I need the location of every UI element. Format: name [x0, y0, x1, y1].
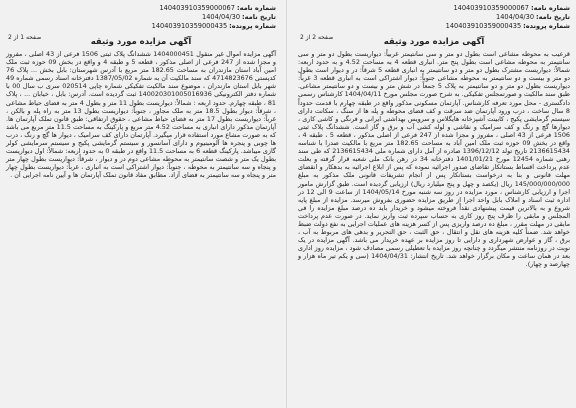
- file-number-row: [126, 22, 276, 31]
- letter-number-row: [420, 4, 570, 13]
- letter-number: 140403910359000067: [453, 4, 529, 12]
- letter-date: 1404/04/30: [202, 13, 241, 21]
- letter-date: 1404/04/30: [496, 13, 535, 21]
- letter-number-label: شماره نامه:: [530, 4, 570, 12]
- notice-page-one: [0, 0, 282, 408]
- notice-title: آگهی مزایده مورد وثیقه: [383, 37, 485, 47]
- notice-title: آگهی مزایده مورد وثیقه: [90, 37, 192, 47]
- notice-body: آگهی مزایده اموال غیر منقول 1404000451 ششدانگ پلاک ثبتی 1506 فرعی از 43 اصلی ، مفروز و مجزا شده از 247 فرعی از اصلی مذکور ، قطعه 5 و طبقه 4 و واقع در بخش 09 حوزه ثبت ملک امین آباد استان مازندران به مساحت 182.65 متر مربع با آدرس شهرستان: بابل بخش ... پلاک 76 کدپستی 4714823676 که سند مالکیت آن به شماره 1387/05/02 دفترخانه اسناد رسمی شماره 49 شهر بابل استان مازندران ، موضوع سند مالکیت تفکیکی شماره چاپی 020514 سری ب سال 00 با شماره دفتر الکترونیکی 140020301005016936 ثبت گردیده است. آدرس: بابل ، خیابان ... ، پلاک 81 ، طبقه چهارم. حدود اربعه : شمالاً: دیواریست بطول 11 متر و بطول 4 متر به فضای حیاط مشاعی ، شرقاً: دیوار بطول 18.5 متر به ملک مجاور ، جنوباً: دیواریست بطول 13 متر به راه پله و بالکن ، غرباً: دیواریست بطول 17 متر به فضای حیاط مشاعی ، حقوق ارتفاقی: طبق قانون تملک آپارتمان ها. آپارتمان مذکور دارای انباری به مساحت 4.52 متر مربع و پارکینگ به مساحت 11.5 متر مربع می باشد که به صورت مشاع مورد استفاده قرار میگیرد. آپارتمان دارای کف سرامیک ، دیوار ها گچ و رنگ ، درب ها چوبی و پنجره ها آلومینیوم و دارای آسانسور و سیستم گرمایشی پکیج و سیستم سرمایشی کولر گازی میباشد. پارکینگ قطعه 6 به مساحت 11.5 واقع در طبقه 0 به حدود اربعه: شمالاً: اول دیواریست بطول یک متر و شصت سانتیمتر به محوطه مشاعی دوم در و دیوار ، شرقاً: دیواریست بطول چهار متر و پنجاه و سه سانتیمتر به محوطه ، جنوباً: دیوار اشتراکی است به انباری ، غرباً: دیواریست بطول چهار متر و پنجاه و سه سانتیمتر به فضای آزاد. مطابق مفاد قانون تملک آپارتمان ها و آیین نامه اجرایی آن .: [6, 50, 277, 180]
- page-indicator: صفحه 2 از 2: [300, 34, 334, 41]
- letter-meta: [126, 4, 276, 31]
- file-number: 140403910359000435: [151, 22, 228, 30]
- letter-meta: [420, 4, 570, 31]
- letter-number-row: [126, 4, 276, 13]
- page-divider: [286, 0, 287, 408]
- file-number-label: شماره پرونده:: [523, 22, 570, 30]
- file-number-row: [420, 22, 570, 31]
- letter-date-row: [126, 13, 276, 22]
- letter-date-label: تاریخ نامه:: [536, 13, 570, 21]
- letter-number-label: شماره نامه:: [236, 4, 276, 12]
- letter-date-row: [420, 13, 570, 22]
- notice-page-two: [292, 0, 576, 408]
- letter-date-label: تاریخ نامه:: [242, 13, 276, 21]
- file-number-label: شماره پرونده:: [229, 22, 276, 30]
- file-number: 140403910359000435: [445, 22, 522, 30]
- letter-number: 140403910359000067: [159, 4, 235, 12]
- page-indicator: صفحه 1 از 2: [8, 34, 42, 41]
- notice-body: قرعیب به محوطه مشاعی است بطول دو متر و سی سانتیمتر غربیاً: دیواریست بطول دو متر و سی سانتیمتر به محوطه مشاعی است بطول پنج متر. انباری قطعه 4 به مساحت 4.52 و به حدود اربعه: شمالاً: دیواریست مشترک بطول دو متر و دو سانتیمتر به انباری قطعه 5 شرقاً: در و دیوار است بطول دو متر و بیست و دو سانتیمتر به محوطه مشاعی جنوباً: دیوار اشتراکی است به انباری قطعه 3 غرباً: دیواریست بطول دو متر و دو سانتیمتر به پلاک 5 جمعاً در شش متر و بیست و دو سانتیمتر مشاعی. طبق سند مالکیت و صورتمجلس تفکیکی. به شرح صورت مجلس مورخ 1404/04/11 کارشناس رسمی دادگستری - محل مورد تعرفه کارشناس. آپارتمان مسکونی مذکور واقع در طبقه چهارم با قدمت حدوداً 8 سال ساخت ، درب ورود آپارتمان ضد سرقت و کف فضای محوطه و پله ها از سنگ ، سکانت دارای سیستم گرمایشی پکیج ، کابینت آشپزخانه هایگلاس و سرویس بهداشتی ایرانی و فرنگی و کاشی کاری ، دیوارها گچ و رنگ و کف سرامیک و نقاشی و لوله کشی آب و برق و گاز است. ششدانگ پلاک ثبتی 1506 فرعی از 43 اصلی ، مفروز و مجزا شده از 247 فرعی از اصلی مذکور ، قطعه 5 ، طبقه 4 ، واقع در بخش 09 حوزه ثبت ملک امین آباد به مساحت 182.65 متر مربع با مالکیت صدرا با شناسه 2136615434 تاریخ تولد 1396/12/12 صادره از آمل دارای شماره ملی 2136615434 که طی سند رهنی شماره 12454 مورخ 1401/01/21 دفترخانه 34 در رهن بانک ملی شعبه قرار گرفته و بعلت عدم پرداخت اقساط بستانکار تقاضای صدور اجرائیه نموده که پس از ابلاغ اجرائیه به بدهکار و انقضای مهلت قانونی و بنا به درخواست بستانکار پس از انجام تشریفات قانونی ملک مذکور به مبلغ 145/000/000/000 ریال (یکصد و چهل و پنج میلیارد ریال) ارزیابی گردیده است. طبق گزارش مامور اجرا و ارزیابی کارشناس ، مورد مزایده در روز سه شنبه مورخ 1404/05/14 از ساعت 9 الی 12 در اداره ثبت اسناد و املاک بابل واحد اجرا از طریق مزایده حضوری بفروش میرسد. مزایده از مبلغ پایه شروع و به بالاترین قیمت پیشنهادی نقداً فروخته میشود و خریدار باید ده درصد مبلغ مزایده را فی المجلس و مابقی را ظرف پنج روز کاری به حساب سپرده ثبت واریز نماید. در صورت عدم پرداخت مابقی در مهلت مقرر ، مبلغ ده درصد واریزی پس از کسر هزینه های عملیات اجرایی به نفع دولت ضبط خواهد شد. ضمناً کلیه هزینه های نقل و انتقال ، حق الثبت ، حق التحریر و بدهی های مربوط به آب ، برق ، گاز و عوارض شهرداری و دارایی تا روز مزایده بر عهده خریدار می باشد. آگهی مزایده در یک نوبت در روزنامه منتشر میگردد و چنانچه روز مزایده با تعطیلی رسمی مصادف شود ، مزایده روز اداری بعد در همان ساعت و مکان برگزار خواهد شد. تاریخ انتشار: 1404/04/31 (سی و یکم تیر ماه هزار و چهارصد و چهار).: [298, 50, 571, 269]
